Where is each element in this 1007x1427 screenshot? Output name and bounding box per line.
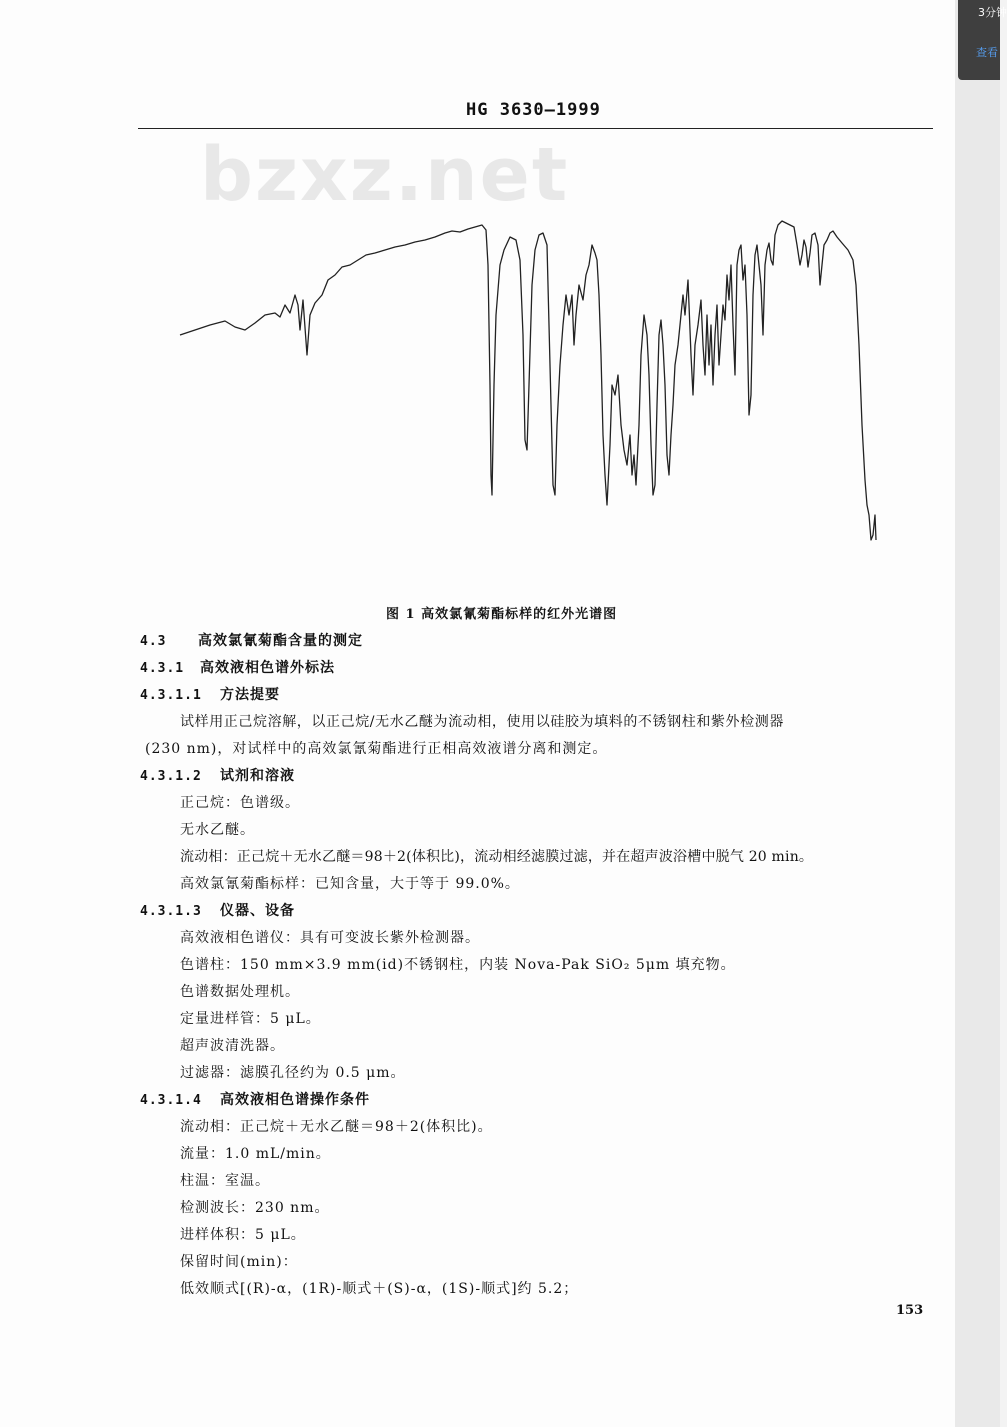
section-number: 4.3.1.2 — [140, 769, 202, 784]
section-title: 方法提要 — [220, 687, 280, 703]
section-title: 高效氯氰菊酯含量的测定 — [198, 633, 363, 649]
heading-4-3-1-3 — [140, 900, 295, 920]
heading-4-3-1-1 — [140, 684, 280, 704]
section-number: 4.3.1.1 — [140, 688, 202, 703]
reagent-item: 高效氯氰菊酯标样：已知含量，大于等于 99.0%。 — [180, 876, 520, 892]
condition-item: 流动相：正己烷＋无水乙醚＝98＋2(体积比)。 — [180, 1119, 493, 1135]
standard-number: HG 3630—1999 — [466, 100, 601, 120]
reading-time-label: 3分钟 — [978, 6, 1007, 19]
condition-item: 保留时间(min)： — [180, 1254, 298, 1270]
ir-spectrum-figure — [170, 205, 890, 560]
heading-4-3 — [140, 630, 363, 650]
instrument-item: 过滤器：滤膜孔径约为 0.5 μm。 — [180, 1065, 406, 1081]
instrument-item: 高效液相色谱仪：具有可变波长紫外检测器。 — [180, 930, 480, 946]
section-number: 4.3.1 — [140, 661, 185, 676]
reagent-item: 正己烷：色谱级。 — [180, 795, 300, 811]
section-number: 4.3.1.3 — [140, 904, 202, 919]
section-title: 试剂和溶液 — [220, 768, 295, 784]
section-title: 仪器、设备 — [220, 903, 295, 919]
viewer-background — [955, 0, 1000, 1427]
reagent-item: 无水乙醚。 — [180, 822, 255, 838]
header-rule — [138, 128, 933, 129]
condition-item: 进样体积：5 μL。 — [180, 1227, 306, 1243]
condition-item: 柱温：室温。 — [180, 1173, 270, 1189]
section-title: 高效液相色谱操作条件 — [220, 1092, 370, 1108]
method-paragraph-line-1: 试样用正己烷溶解，以正己烷/无水乙醚为流动相，使用以硅胶为填料的不锈钢柱和紫外检测器 — [180, 714, 784, 730]
reagent-item: 流动相：正己烷＋无水乙醚＝98＋2(体积比)，流动相经滤膜过滤，并在超声波浴槽中脱气 20 min。 — [180, 849, 814, 865]
instrument-item: 超声波清洗器。 — [180, 1038, 285, 1054]
section-number: 4.3.1.4 — [140, 1093, 202, 1108]
instrument-item: 色谱数据处理机。 — [180, 984, 300, 1000]
heading-4-3-1 — [140, 657, 335, 677]
reading-time-widget[interactable] — [958, 0, 1007, 80]
condition-item: 流量：1.0 mL/min。 — [180, 1146, 331, 1162]
section-title: 高效液相色谱外标法 — [200, 660, 335, 676]
view-link[interactable]: 查看 — [976, 46, 998, 59]
heading-4-3-1-4 — [140, 1089, 370, 1109]
section-number: 4.3 — [140, 634, 167, 649]
heading-4-3-1-2 — [140, 765, 295, 785]
ir-spectrum-trace — [180, 221, 876, 540]
method-paragraph-line-2: (230 nm)，对试样中的高效氯氰菊酯进行正相高效液谱分离和测定。 — [145, 741, 608, 757]
condition-item: 检测波长：230 nm。 — [180, 1200, 330, 1216]
watermark: bzxz.net — [200, 132, 570, 218]
page-number: 153 — [896, 1303, 924, 1318]
instrument-item: 色谱柱：150 mm×3.9 mm(id)不锈钢柱，内装 Nova-Pak SiO₂ 5μm 填充物。 — [180, 957, 736, 973]
instrument-item: 定量进样管：5 μL。 — [180, 1011, 321, 1027]
condition-item: 低效顺式[(R)-α，(1R)-顺式＋(S)-α，(1S)-顺式]约 5.2； — [180, 1281, 579, 1297]
figure-caption: 图 1 高效氯氰菊酯标样的红外光谱图 — [386, 607, 618, 622]
